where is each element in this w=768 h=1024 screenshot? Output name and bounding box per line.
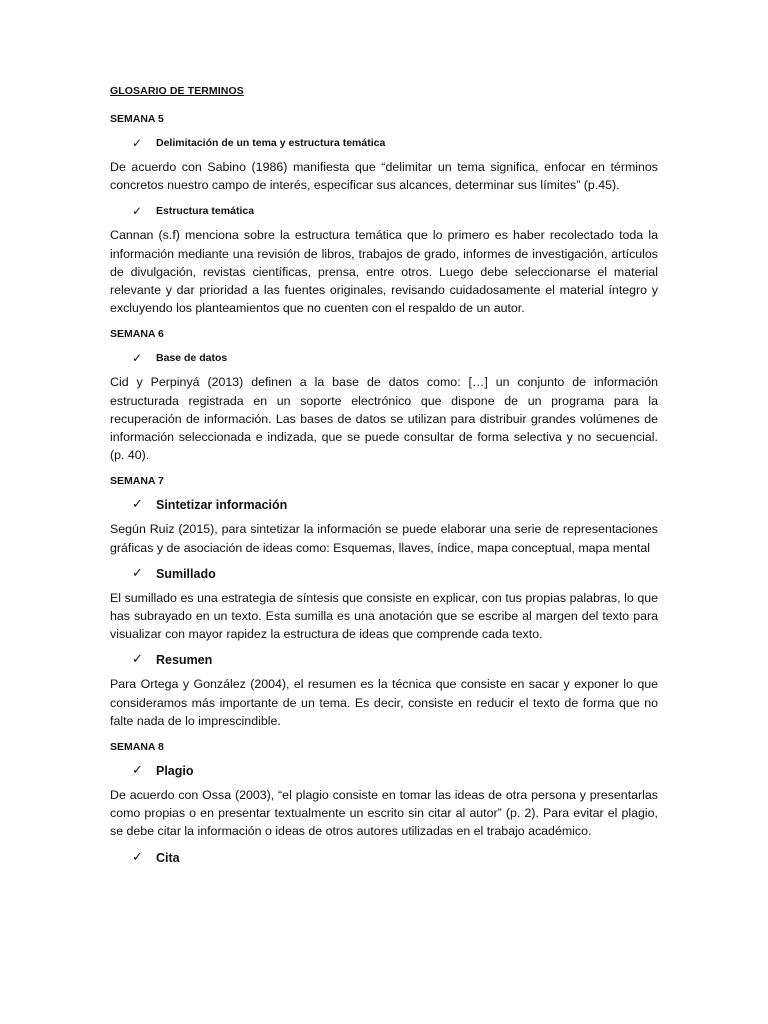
paragraph-delimitacion: De acuerdo con Sabino (1986) manifiesta que “delimitar un tema significa, enfocar en términos concretos nuestro campo de interés, especificar sus alcances, determinar sus límites” (p.45). bbox=[110, 160, 658, 193]
bullet-delimitacion bbox=[132, 136, 658, 150]
checkmark-icon: ✓ bbox=[132, 849, 143, 865]
bullet-sumillado bbox=[132, 567, 658, 581]
week-heading-7: SEMANA 7 bbox=[110, 475, 164, 488]
bullet-resumen bbox=[132, 653, 658, 667]
paragraph-base-de-datos: Cid y Perpinyá (2013) definen a la base de datos como: […] un conjunto de información estructurada registrada en un soporte electrónico que dispone de un programa para la recuperación de información. Las bases de datos se utilizan para distribuir grandes volúmenes de información seleccionada e indizada, que se puede consultar de forma selectiva y no secuencial. (p. 40). bbox=[110, 375, 658, 463]
checkmark-icon: ✓ bbox=[132, 351, 143, 366]
week-heading-8: SEMANA 8 bbox=[110, 741, 164, 754]
checkmark-icon: ✓ bbox=[132, 204, 143, 219]
bullet-label: Base de datos bbox=[156, 352, 228, 365]
paragraph-resumen: Para Ortega y González (2004), el resumen es la técnica que consiste en sacar y exponer lo que consideramos más importante de un tema. Es decir, consiste en reducir el texto de forma que no falte nada de lo imprescindible. bbox=[110, 677, 658, 728]
bullet-sintetizar bbox=[132, 498, 658, 512]
checkmark-icon: ✓ bbox=[132, 652, 143, 668]
checkmark-icon: ✓ bbox=[132, 497, 143, 513]
paragraph-estructura-tematica: Cannan (s.f) menciona sobre la estructura temática que lo primero es haber recolectado toda la información mediante una revisión de libros, trabajos de grado, informes de investigación, artículos de divulgación, revistas científicas, prensa, entre otros. Luego debe seleccionarse el material relevante y dar prioridad a las fuentes originales, revisando cuidadosamente el material íntegro y excluyendo los planteamientos que no cuenten con el respaldo de un autor. bbox=[110, 228, 658, 316]
bullet-cita bbox=[132, 851, 658, 865]
bullet-plagio bbox=[132, 764, 658, 778]
checkmark-icon: ✓ bbox=[132, 565, 143, 581]
paragraph-plagio: De acuerdo con Ossa (2003), “el plagio consiste en tomar las ideas de otra persona y presentarlas como propias o en presentar textualmente un escrito sin citar al autor” (p. 2). Para evitar el plagio, se debe citar la información o ideas de otros autores utilizadas en el trabajo académico. bbox=[110, 788, 658, 839]
checkmark-icon: ✓ bbox=[132, 136, 143, 150]
bullet-label: Sintetizar información bbox=[156, 498, 288, 513]
week-heading-6: SEMANA 6 bbox=[110, 328, 164, 341]
bullet-label: Estructura temática bbox=[156, 205, 255, 218]
bullet-label: Plagio bbox=[156, 764, 194, 779]
document-title: GLOSARIO DE TERMINOS bbox=[110, 85, 244, 97]
document-page bbox=[110, 84, 658, 873]
week-heading-5: SEMANA 5 bbox=[110, 113, 164, 125]
checkmark-icon: ✓ bbox=[132, 763, 143, 779]
bullet-label: Resumen bbox=[156, 653, 213, 668]
bullet-estructura-tematica bbox=[132, 204, 658, 218]
paragraph-sintetizar: Según Ruiz (2015), para sintetizar la información se puede elaborar una serie de representaciones gráficas y de asociación de ideas como: Esquemas, llaves, índice, mapa conceptual, mapa mental bbox=[110, 522, 658, 555]
bullet-label: Cita bbox=[156, 850, 180, 865]
bullet-label: Sumillado bbox=[156, 566, 216, 581]
bullet-label: Delimitación de un tema y estructura temática bbox=[156, 137, 386, 149]
paragraph-sumillado: El sumillado es una estrategia de síntesis que consiste en explicar, con tus propias palabras, lo que has subrayado en un texto. Esta sumilla es una anotación que se escribe al margen del texto para visualizar con mayor rapidez la estructura de ideas que comprende cada texto. bbox=[110, 590, 658, 642]
bullet-base-de-datos bbox=[132, 351, 658, 365]
